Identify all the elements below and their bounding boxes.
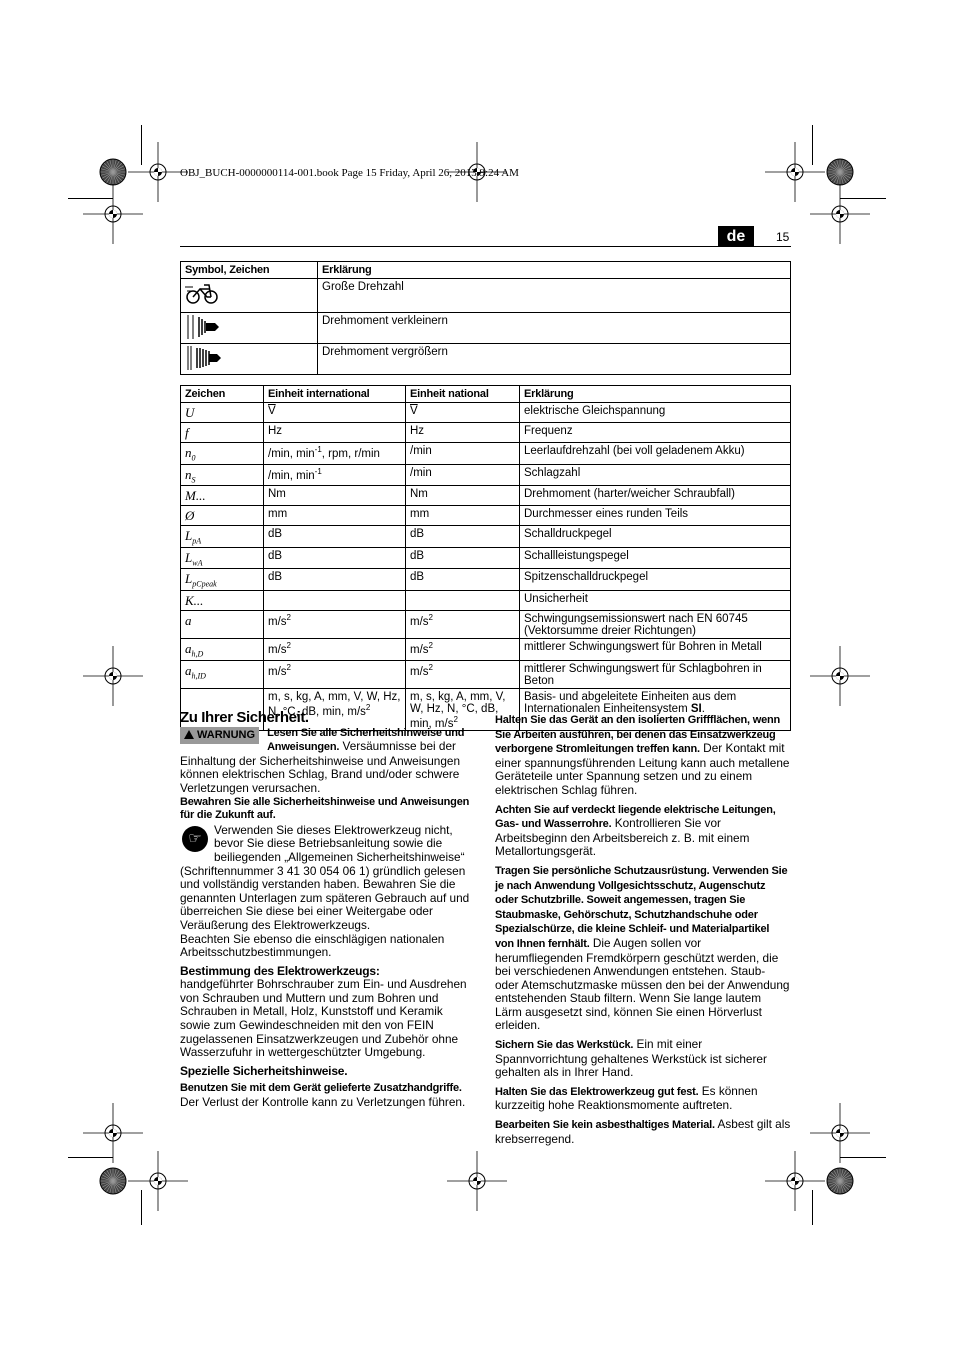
intl-unit-cell-text: m/s	[268, 643, 287, 656]
explanation-cell-text: Drehmoment (harter/weicher Schraubfall)	[524, 488, 735, 501]
unit-row	[181, 403, 791, 423]
natl-unit-cell-text: m/s	[410, 665, 429, 678]
explanation-cell	[520, 660, 791, 688]
intl-unit-cell-text: dB	[268, 571, 283, 584]
crosshair-mark-icon	[810, 184, 870, 244]
explanation-cell	[520, 610, 791, 638]
hidden-lines-paragraph	[495, 803, 791, 859]
sign-cell-text: a	[185, 612, 192, 628]
unit-row	[181, 506, 791, 526]
natl-unit-cell	[406, 569, 520, 591]
natl-unit-cell	[406, 547, 520, 569]
natl-unit-cell	[406, 423, 520, 443]
p1-bold: Halten Sie das Gerät an den isolierten Griffflächen, wenn Sie Arbeiten ausführen, bei denen das Einsatzwerkzeug verborgene Stromleitungen treffen kann.	[495, 714, 781, 756]
p6-bold: Bearbeiten Sie kein asbesthaltiges Material.	[495, 1119, 715, 1132]
explanation-cell	[520, 547, 791, 569]
explanation-cell-text: Frequenz	[524, 425, 573, 437]
natl-unit-cell	[406, 403, 520, 423]
read-manual-text: Verwenden Sie dieses Elektrowerkzeug nicht, bevor Sie diese Betriebsanleitung sowie die beiliegenden „Allgemeinen Sicherheitshinweise“ (Schriftennummer 3 41 30 054 06 1) gründlich gelesen und vollständig verstanden haben. Bewahren Sie die genannten Unterlagen zum späteren Gebrauch auf und überreichen Sie diese bei einer Weitergabe oder Veräußerung des Elektrowerkzeugs.	[180, 822, 470, 932]
intl-unit-cell	[264, 610, 406, 638]
explanation-cell-text: Schallleistungspegel	[524, 549, 629, 562]
intl-unit-cell-superscript: -1	[314, 445, 322, 454]
trim-line	[840, 198, 886, 199]
sign-cell-subscript: pCpeak	[192, 579, 217, 589]
sign-cell-subscript: S	[191, 475, 196, 485]
insulated-grip-paragraph	[495, 713, 791, 798]
sign-cell-text: K...	[185, 592, 204, 608]
unit-row	[181, 660, 791, 688]
crosshair-mark-icon	[128, 1151, 188, 1211]
explanation-cell	[520, 443, 791, 465]
hold-tool-paragraph	[495, 1085, 791, 1113]
intl-unit-header: Einheit international	[264, 386, 406, 403]
symbol-cell	[181, 313, 318, 344]
intl-unit-cell	[264, 423, 406, 443]
warning-label: WARNUNG	[197, 728, 256, 741]
sign-cell-subscript: h,ID	[191, 671, 206, 681]
crosshair-mark-icon	[810, 646, 870, 706]
torque-increase-icon	[185, 346, 223, 370]
intl-unit-cell-text: m/s	[268, 615, 287, 628]
unit-row	[181, 569, 791, 591]
natl-unit-cell-text: /min	[410, 445, 432, 457]
natl-unit-cell	[406, 443, 520, 465]
natl-unit-cell-text: dB	[410, 528, 425, 541]
explanation-cell-text: Leerlaufdrehzahl (bei voll geladenem Akku)	[524, 445, 745, 457]
trim-line	[812, 125, 813, 165]
unit-row	[181, 547, 791, 569]
sign-cell	[181, 547, 264, 569]
intl-unit-cell-text: /min, min	[268, 447, 315, 460]
unit-row	[181, 526, 791, 548]
natl-unit-cell-text: dB	[410, 571, 425, 584]
natl-unit-cell-text: m/s	[410, 615, 429, 628]
trim-line	[141, 125, 142, 165]
torque-decrease-icon	[185, 315, 221, 339]
secure-workpiece-paragraph	[495, 1038, 791, 1080]
natl-unit-cell	[406, 610, 520, 638]
explanation-cell	[520, 506, 791, 526]
registration-mark-icon	[810, 1151, 870, 1211]
natl-unit-cell-superscript: 2	[428, 640, 433, 650]
sign-cell	[181, 590, 264, 610]
warning-triangle-icon	[184, 730, 194, 739]
symbol-cell	[181, 344, 318, 375]
sign-cell-text: L	[185, 528, 193, 544]
natl-unit-cell-text: m, s, kg, A, mm, V, W, Hz, N, °C, dB, min, m/s	[410, 690, 506, 730]
sign-cell	[181, 443, 264, 465]
crosshair-mark-icon	[83, 646, 143, 706]
sign-cell-text: n	[185, 445, 192, 460]
sign-cell-text: U	[185, 405, 195, 420]
intl-unit-cell-text: dB	[268, 528, 283, 541]
sign-cell-subscript: 0	[191, 453, 196, 463]
trim-line	[68, 198, 113, 199]
intl-unit-cell-tail: , rpm, r/min	[321, 447, 380, 460]
page-number: 15	[776, 230, 790, 244]
natl-unit-cell-superscript: 2	[453, 714, 458, 724]
intl-unit-cell-text: /min, min	[268, 469, 315, 482]
warning-badge	[180, 727, 259, 745]
explanation-cell: Drehmoment verkleinern	[318, 313, 791, 344]
unit-row	[181, 423, 791, 443]
purpose-text: handgeführter Bohrschrauber zum Ein- und Ausdrehen von Schrauben und Muttern und zum Bohren und Schrauben in Metall, Holz, Kunststoff und Keramik sowie zum Gewindeschneiden mit den von FEIN zugelassenen Einsatzwerkzeugen und Zubehör ohne Wasserzufuhr in wettergeschützter Umgebung.	[180, 977, 467, 1060]
print-line: OBJ_BUCH-0000000114-001.book Page 15 Friday, April 26, 2013 9:24 AM	[180, 167, 519, 179]
intl-unit-cell-superscript: 2	[286, 640, 291, 650]
sign-cell-subscript: pA	[192, 536, 202, 546]
sign-cell	[181, 486, 264, 506]
intl-unit-cell-superscript: 2	[286, 662, 291, 672]
purpose-title: Bestimmung des Elektrowerkzeugs:	[180, 963, 380, 978]
natl-unit-cell-superscript: 2	[428, 612, 433, 622]
sign-cell	[181, 610, 264, 638]
read-manual-icon: ☞	[182, 826, 208, 852]
unit-row	[181, 610, 791, 638]
intl-unit-cell-text: mm	[268, 508, 288, 521]
sign-cell-text: f	[185, 425, 189, 440]
right-column	[495, 713, 791, 1146]
unit-row	[181, 590, 791, 610]
symbol-table	[180, 261, 791, 375]
natl-unit-cell	[406, 486, 520, 506]
natl-unit-cell	[406, 464, 520, 486]
sign-cell	[181, 506, 264, 526]
high-speed-icon	[185, 281, 219, 305]
national-regulations: Beachten Sie ebenso die einschlägigen nationalen Arbeitsschutzbestimmungen.	[180, 931, 445, 960]
explanation-cell-text: elektrische Gleichspannung	[524, 405, 666, 417]
p4-bold: Sichern Sie das Werkstück.	[495, 1039, 634, 1052]
natl-unit-header: Einheit national	[406, 386, 520, 403]
natl-unit-cell	[406, 506, 520, 526]
sign-cell-text: a	[185, 662, 192, 678]
natl-unit-cell-text: m/s	[410, 643, 429, 656]
natl-unit-cell-text: /min	[410, 466, 432, 479]
explanation-cell: Große Drehzahl	[318, 279, 791, 313]
p4-text: Ein mit einer Spannvorrichtung gehaltenes Werkstück ist sicherer gehalten als in Ihrer Hand.	[495, 1037, 767, 1080]
left-column	[180, 711, 476, 1110]
sign-cell-text: L	[185, 549, 193, 565]
trim-line	[840, 1157, 886, 1158]
intl-unit-cell	[264, 443, 406, 465]
explanation-cell	[520, 526, 791, 548]
special-title: Spezielle Sicherheitshinweise.	[180, 1063, 348, 1078]
sign-cell	[181, 423, 264, 443]
explanation-cell-bold: SI	[690, 702, 702, 715]
p3-text: Die Augen sollen vor herumfliegenden Fremdkörpern geschützt werden, die bei verschiedenen Anwendungen entstehen. Staub- oder Atemschutzmaske müssen den bei der Anwendung entstehenden Staub filtern. Wenn Sie lange lautem Lärm ausgesetzt sind, können Sie einen Hörverlust erleiden.	[495, 935, 790, 1033]
sign-cell	[181, 638, 264, 660]
intl-unit-cell	[264, 660, 406, 688]
explanation-cell	[520, 590, 791, 610]
trim-line	[68, 1157, 113, 1158]
explanation-cell-text: Spitzenschalldruckpegel	[524, 571, 649, 584]
intl-unit-cell-superscript: 2	[286, 612, 291, 622]
natl-unit-cell-text: Hz	[410, 425, 425, 437]
units-table	[180, 385, 791, 731]
intl-unit-cell-text: dB	[268, 549, 283, 562]
intl-unit-cell	[264, 486, 406, 506]
explanation-cell-text: Basis- und abgeleitete Einheiten aus dem Internationalen Einheitensystem	[524, 690, 737, 715]
symbol-cell	[181, 279, 318, 313]
explanation-cell: Drehmoment vergrößern	[318, 344, 791, 375]
sign-cell-subscript: wA	[192, 558, 203, 568]
unit-row	[181, 443, 791, 465]
handle-bold: Benutzen Sie mit dem Gerät gelieferte Zusatzhandgriffe.	[180, 1082, 462, 1095]
sign-cell-subscript: h,D	[191, 649, 204, 659]
natl-unit-cell-text: mm	[410, 508, 430, 521]
sign-cell-text: M...	[185, 488, 206, 504]
intl-unit-cell	[264, 526, 406, 548]
explanation-cell-tail: .	[701, 702, 705, 715]
intl-unit-cell-text: $\overline{V}$	[268, 405, 276, 417]
explanation-cell-text: Schlagzahl	[524, 466, 581, 479]
explanation-cell	[520, 423, 791, 443]
intl-unit-cell-text: m, s, kg, A, mm, V, W, Hz, N, °C, dB, min, m/s	[268, 690, 401, 718]
explanation-cell-text: Durchmesser eines runden Teils	[524, 508, 689, 521]
sign-cell	[181, 403, 264, 423]
p5-text: Es können kurzzeitig hohe Reaktionsmomente auftreten.	[495, 1083, 758, 1113]
sign-cell	[181, 660, 264, 688]
explanation-cell-text: mittlerer Schwingungswert für Bohren in Metall	[524, 640, 762, 653]
natl-unit-cell-text: Nm	[410, 488, 428, 501]
explanation-cell-text: mittlerer Schwingungswert für Schlagbohren in Beton	[524, 662, 762, 687]
explanation-cell	[520, 464, 791, 486]
p2-bold: Achten Sie auf verdeckt liegende elektrische Leitungen, Gas- und Wasserrohre.	[495, 803, 776, 831]
sign-cell	[181, 526, 264, 548]
intl-unit-cell	[264, 506, 406, 526]
intl-unit-cell-superscript: 2	[365, 702, 371, 712]
explanation-header: Erklärung	[520, 386, 791, 403]
natl-unit-cell-text: dB	[410, 549, 425, 562]
protective-gear-paragraph	[495, 864, 791, 1033]
intl-unit-cell-text: m/s	[268, 665, 287, 678]
natl-unit-cell	[406, 590, 520, 610]
sign-header: Zeichen	[181, 386, 264, 403]
sign-cell-text: L	[185, 571, 193, 587]
sign-cell-text: a	[185, 640, 192, 656]
explanation-cell	[520, 486, 791, 506]
intl-unit-cell	[264, 403, 406, 423]
explanation-cell	[520, 569, 791, 591]
explanation-cell-text: Schalldruckpegel	[524, 528, 612, 541]
intl-unit-cell-text: Hz	[268, 425, 283, 437]
p1-text: Der Kontakt mit einer spannungsführenden Leitung kann auch metallene Geräteteile unter Spannung setzen und zu einem elektrischen Schlag führen.	[495, 741, 790, 797]
crosshair-mark-icon	[83, 184, 143, 244]
asbestos-paragraph	[495, 1118, 791, 1146]
warning-text: Versäumnisse bei der Einhaltung der Sicherheitshinweise und Anweisungen können elektrischen Schlag, Brand und/oder schwere Verletzungen verursachen.	[180, 739, 461, 795]
language-tab: de	[718, 226, 754, 247]
natl-unit-cell	[406, 660, 520, 688]
keep-instructions: Bewahren Sie alle Sicherheitshinweise und Anweisungen für die Zukunft auf.	[180, 795, 470, 822]
symbol-header: Symbol, Zeichen	[181, 262, 318, 279]
explanation-cell	[520, 403, 791, 423]
intl-unit-cell	[264, 590, 406, 610]
sign-cell	[181, 464, 264, 486]
unit-row	[181, 638, 791, 660]
p5-bold: Halten Sie das Elektrowerkzeug gut fest.	[495, 1085, 699, 1098]
intl-unit-cell	[264, 547, 406, 569]
handle-text: Der Verlust der Kontrolle kann zu Verletzungen führen.	[180, 1095, 466, 1110]
explanation-cell-text: Unsicherheit	[524, 592, 588, 605]
header-rule	[180, 246, 791, 247]
p6-text: Asbest gilt als krebserregend.	[495, 1117, 791, 1146]
intl-unit-cell	[264, 464, 406, 486]
unit-row	[181, 464, 791, 486]
natl-unit-cell	[406, 526, 520, 548]
explanation-header: Erklärung	[318, 262, 791, 279]
sign-cell-text: n	[185, 466, 192, 482]
unit-row	[181, 486, 791, 506]
intl-unit-cell	[264, 569, 406, 591]
crosshair-mark-icon	[447, 1151, 507, 1211]
intl-unit-cell-text: Nm	[268, 488, 286, 501]
section-title: Zu Ihrer Sicherheit.	[180, 709, 309, 726]
intl-unit-cell	[264, 638, 406, 660]
warning-bold: Lesen Sie alle Sicherheitshinweise und Anweisungen.	[267, 726, 465, 754]
explanation-cell-text: Schwingungsemissionswert nach EN 60745 (Vektorsumme dreier Richtungen)	[524, 612, 748, 637]
natl-unit-cell	[406, 638, 520, 660]
p3-bold: Tragen Sie persönliche Schutzausrüstung. Verwenden Sie je nach Anwendung Vollgesichtsschutz, Augenschutz oder Schutzbrille. Soweit angemessen, tragen Sie Staubmaske, Gehörschutz, Schutzhandschuhe oder Spezialschürze, die kleine Schleif- und Materialpartikel von Ihnen fernhält.	[495, 864, 788, 950]
explanation-cell	[520, 638, 791, 660]
natl-unit-cell-superscript: 2	[428, 662, 433, 672]
intl-unit-cell-superscript: -1	[314, 466, 322, 476]
trim-line	[812, 1190, 813, 1225]
p2-text: Kontrollieren Sie vor Arbeitsbeginn den Arbeitsbereich z. B. mit einem Metallortungsgerät.	[495, 816, 750, 859]
natl-unit-cell-text: $\overline{V}$	[410, 405, 418, 417]
sign-cell-text: Ø	[185, 508, 195, 524]
trim-line	[141, 1190, 142, 1225]
sign-cell	[181, 569, 264, 591]
